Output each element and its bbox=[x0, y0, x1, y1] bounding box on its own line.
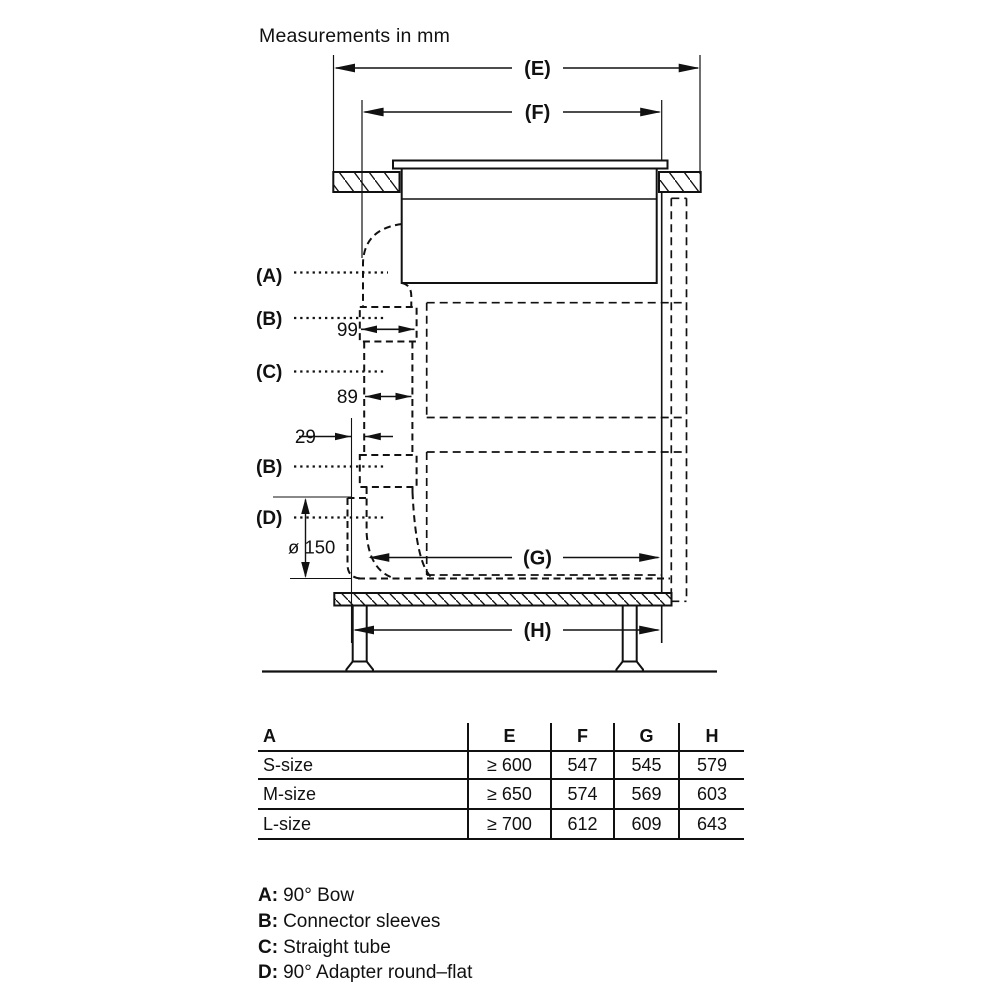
table-header-h: H bbox=[678, 723, 744, 750]
legend-desc: Connector sleeves bbox=[283, 910, 441, 932]
dimension-G bbox=[368, 548, 660, 570]
duct-assembly bbox=[348, 224, 671, 579]
table-header-f: F bbox=[550, 723, 613, 750]
legend bbox=[258, 883, 472, 986]
part-label-a: (A) bbox=[256, 266, 283, 287]
cell-f: 574 bbox=[550, 780, 613, 808]
bow-outer bbox=[363, 224, 402, 307]
table-header-e: E bbox=[467, 723, 550, 750]
row-label: S-size bbox=[263, 754, 314, 775]
legend-item-c bbox=[258, 935, 472, 961]
dim-label-f: (F) bbox=[524, 102, 551, 124]
adapter-big-curve bbox=[413, 492, 434, 579]
arrowhead-right-icon bbox=[679, 64, 700, 73]
adapter-outer bbox=[348, 498, 363, 579]
arrowhead-right-icon bbox=[639, 626, 660, 635]
cabinet-drawer-zone-upper bbox=[427, 303, 687, 418]
leg-foot-right bbox=[616, 662, 643, 672]
cell-h: 643 bbox=[678, 810, 744, 838]
dimension-99 bbox=[337, 320, 415, 341]
arrowhead-down-icon bbox=[301, 562, 310, 578]
cell-g: 609 bbox=[613, 810, 678, 838]
legend-item-d bbox=[258, 960, 472, 986]
connector-sleeve-top bbox=[360, 307, 417, 342]
arrowhead-left-icon bbox=[363, 108, 384, 117]
hob-unit bbox=[393, 161, 668, 284]
dimension-diameter-150 bbox=[273, 497, 352, 579]
table-header-row bbox=[258, 723, 744, 752]
dimension-F bbox=[362, 100, 662, 258]
cell-h: 579 bbox=[678, 752, 744, 778]
legend-key: D: bbox=[258, 962, 279, 984]
cell-g: 569 bbox=[613, 780, 678, 808]
table-row bbox=[258, 780, 744, 810]
measure-diameter: ø 150 bbox=[288, 536, 336, 558]
worktop bbox=[333, 172, 700, 192]
row-label: L-size bbox=[263, 813, 312, 834]
cabinet-legs bbox=[346, 606, 643, 672]
cell-e: ≥ 700 bbox=[467, 810, 550, 838]
dimension-H bbox=[353, 620, 660, 642]
cell-e: ≥ 650 bbox=[467, 780, 550, 808]
legend-item-a bbox=[258, 883, 472, 909]
legend-key: A: bbox=[258, 885, 279, 906]
cell-h: 603 bbox=[678, 780, 744, 808]
row-label: M-size bbox=[263, 783, 316, 804]
measure-29: 29 bbox=[294, 427, 316, 448]
connector-sleeve-bottom bbox=[360, 455, 417, 487]
plinth-board bbox=[334, 593, 671, 606]
cell-g: 545 bbox=[613, 752, 678, 778]
legend-key: C: bbox=[258, 936, 279, 958]
dimension-89 bbox=[337, 387, 412, 408]
worktop-left bbox=[333, 172, 399, 192]
arrowhead-up-icon bbox=[301, 498, 310, 514]
part-labels bbox=[256, 266, 388, 529]
size-table bbox=[258, 723, 744, 840]
dim-label-g: (G) bbox=[523, 547, 552, 570]
dim-label-h: (H) bbox=[523, 620, 552, 642]
bow-inner bbox=[402, 283, 411, 307]
diagram-title: Measurements in mm bbox=[259, 25, 451, 47]
arrowhead-right-icon bbox=[639, 553, 660, 562]
arrowhead-left-icon bbox=[353, 626, 374, 635]
dimension-29 bbox=[295, 418, 393, 643]
measure-89: 89 bbox=[336, 387, 358, 408]
table-row bbox=[258, 752, 744, 780]
legend-desc: Straight tube bbox=[283, 936, 391, 958]
cell-f: 547 bbox=[550, 752, 613, 778]
leg-foot-left bbox=[346, 662, 373, 672]
part-label-b2: (B) bbox=[256, 457, 283, 478]
worktop-right bbox=[659, 172, 701, 192]
arrowhead-right-icon bbox=[640, 108, 661, 117]
part-label-d: (D) bbox=[256, 508, 283, 529]
table-row bbox=[258, 810, 744, 840]
legend-desc: 90° Bow bbox=[283, 885, 355, 906]
measure-99: 99 bbox=[336, 320, 358, 341]
arrowhead-left-icon bbox=[334, 64, 355, 73]
rear-duct-channel bbox=[671, 198, 686, 601]
cell-e: ≥ 600 bbox=[467, 752, 550, 778]
hob-body bbox=[402, 169, 657, 284]
part-label-c: (C) bbox=[256, 362, 283, 383]
cell-f: 612 bbox=[550, 810, 613, 838]
legend-key: B: bbox=[258, 910, 279, 932]
legend-item-b bbox=[258, 909, 472, 935]
hob-glass-plate bbox=[393, 161, 668, 169]
dim-label-e: (E) bbox=[524, 58, 551, 80]
part-label-b1: (B) bbox=[256, 309, 283, 330]
table-header-a: A bbox=[263, 726, 276, 746]
table-header-g: G bbox=[613, 723, 678, 750]
arrowhead-left-icon bbox=[368, 553, 389, 562]
legend-desc: 90° Adapter round–flat bbox=[283, 962, 473, 984]
